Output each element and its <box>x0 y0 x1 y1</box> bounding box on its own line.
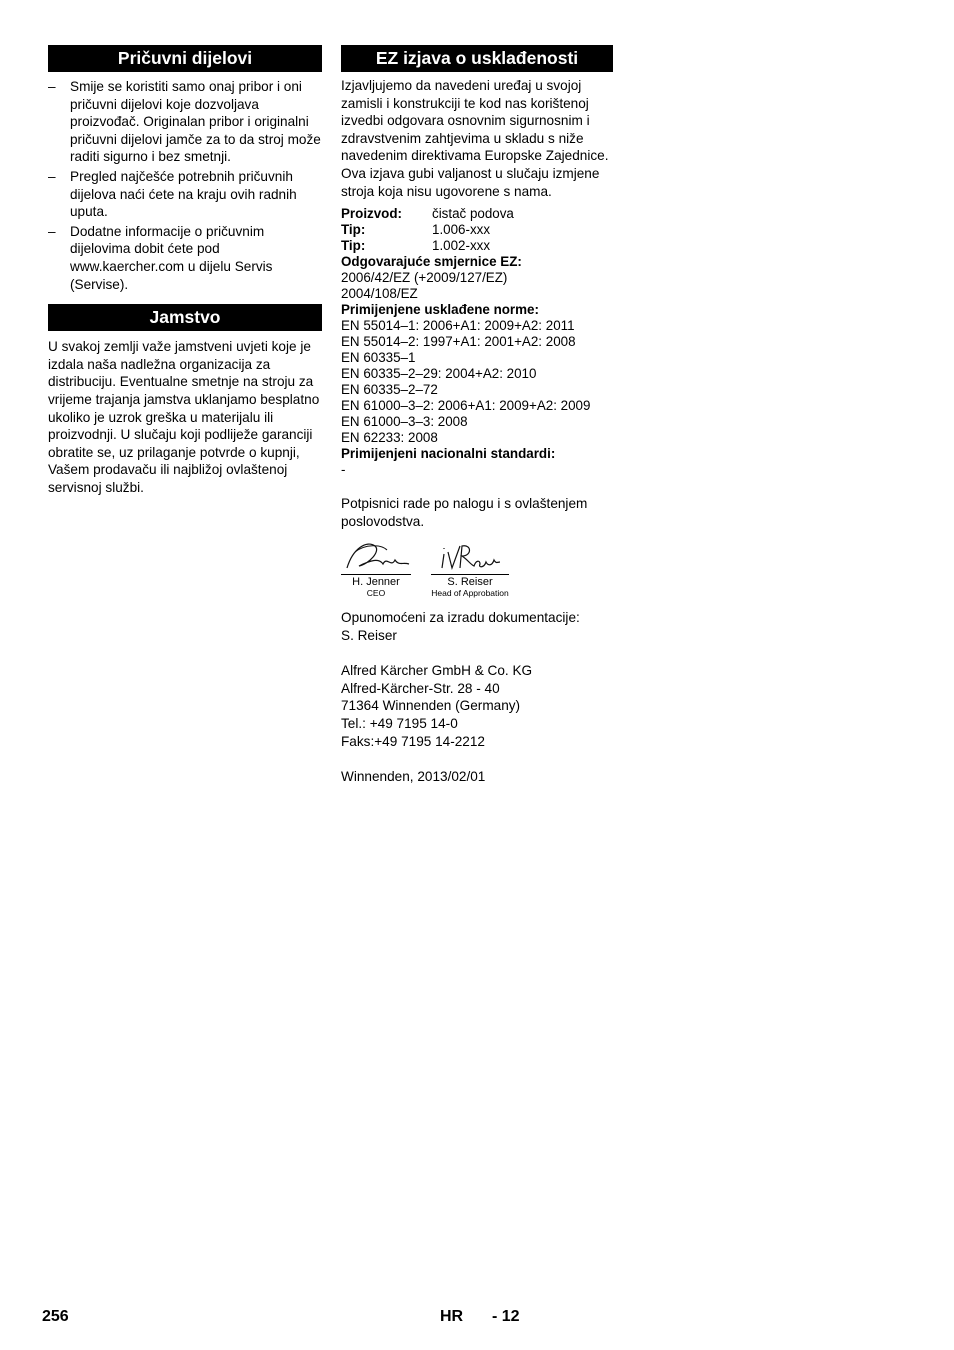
address-line: Faks:+49 7195 14-2212 <box>341 733 485 749</box>
spare-parts-list <box>48 78 322 293</box>
authorized-label: Opunomoćeni za izradu dokumentacije: <box>341 610 580 626</box>
directive-item: 2004/108/EZ <box>341 286 418 302</box>
company-address <box>341 662 613 750</box>
signatory-name: S. Reiser <box>431 574 509 588</box>
signatories-text: Potpisnici rade po nalogu i s ovlaštenjem poslovodstva. <box>341 496 588 529</box>
dash-bullet: – <box>48 79 56 94</box>
norm-item: EN 55014–1: 2006+A1: 2009+A2: 2011 <box>341 318 575 334</box>
sub-page-number: - 12 <box>492 1308 520 1325</box>
national-standards-value: - <box>341 462 346 478</box>
signature-reiser <box>431 538 509 599</box>
signatures <box>341 538 613 602</box>
norm-item: EN 61000–3–3: 2008 <box>341 414 468 430</box>
type-label: Tip: <box>341 222 366 238</box>
type-label: Tip: <box>341 238 366 254</box>
page-number: 256 <box>42 1308 69 1325</box>
place-date: Winnenden, 2013/02/01 <box>341 768 486 784</box>
list-item-text: Smije se koristiti samo onaj pribor i oni pričuvni dijelovi koje dozvoljava proizvođač. Originalan pribor i originalni pričuvni dijelovi jamče za to da stroj može raditi sigurno i bez smetnji. <box>70 79 321 165</box>
dash-bullet: – <box>48 168 56 184</box>
left-column <box>48 45 322 496</box>
norm-item: EN 61000–3–2: 2006+A1: 2009+A2: 2009 <box>341 398 591 414</box>
norm-item: EN 60335–1 <box>341 350 416 366</box>
declaration-heading: EZ izjava o usklađenosti <box>341 45 613 72</box>
product-value: čistač podova <box>432 206 514 222</box>
product-row <box>341 206 613 222</box>
norms-label: Primijenjene usklađene norme: <box>341 302 539 318</box>
directive-item: 2006/42/EZ (+2009/127/EZ) <box>341 270 508 286</box>
address-line: Alfred-Kärcher-Str. 28 - 40 <box>341 680 500 696</box>
right-column <box>341 45 613 785</box>
handwritten-signature-icon <box>341 538 411 574</box>
signatory-name: H. Jenner <box>341 574 411 588</box>
list-item <box>48 168 322 221</box>
declaration-intro: Izjavljujemo da navedeni uređaj u svojoj zamisli i konstrukciji te kod nas korištenoj izvedbi odgovara osnovnim sigurnosnim i zdravstvenim zahtjevima u skladu s niže navedenim direktivama Europske Zajednice. Ova izjava gubi valjanost u slučaju izmjene stroja koja nisu ugovorene s nama. <box>341 78 609 199</box>
declaration-details <box>341 206 613 478</box>
handwritten-signature-icon <box>438 538 502 574</box>
type-row <box>341 222 613 238</box>
dash-bullet: – <box>48 223 56 239</box>
signatory-role: Head of Approbation <box>431 588 509 599</box>
directives-label: Odgovarajuće smjernice EZ: <box>341 254 522 270</box>
spare-parts-heading: Pričuvni dijelovi <box>48 45 322 72</box>
norm-item: EN 60335–2–72 <box>341 382 438 398</box>
address-line: Alfred Kärcher GmbH & Co. KG <box>341 663 533 679</box>
product-label: Proizvod: <box>341 206 403 222</box>
authorized-name: S. Reiser <box>341 627 397 643</box>
address-line: Tel.: +49 7195 14-0 <box>341 715 458 731</box>
list-item-text: Pregled najčešće potrebnih pričuvnih dijelova naći ćete na kraju ovih radnih uputa. <box>70 168 297 220</box>
norm-item: EN 62233: 2008 <box>341 430 438 446</box>
address-line: 71364 Winnenden (Germany) <box>341 698 521 714</box>
type-row <box>341 238 613 254</box>
list-item <box>48 78 322 166</box>
authorized-block <box>341 609 613 644</box>
norm-item: EN 60335–2–29: 2004+A2: 2010 <box>341 366 537 382</box>
type-value: 1.002-xxx <box>432 238 491 254</box>
national-standards-label: Primijenjeni nacionalni standardi: <box>341 446 556 462</box>
signature-jenner <box>341 538 411 599</box>
norm-item: EN 55014–2: 1997+A1: 2001+A2: 2008 <box>341 334 576 350</box>
type-value: 1.006-xxx <box>432 222 491 238</box>
signatory-role: CEO <box>366 588 386 599</box>
list-item-text: Dodatne informacije o pričuvnim dijelovima dobit ćete pod www.kaercher.com u dijelu Servis (Servise). <box>70 223 273 292</box>
language-code: HR <box>440 1308 464 1325</box>
warranty-text: U svakoj zemlji važe jamstveni uvjeti koje je izdala naša nadležna organizacija za distribuciju. Eventualne smetnje na stroju za vrijeme trajanja jamstva uklanjamo besplatno ukoliko je uzrok greška u materijalu ili proizvodnji. U slučaju koji podliježe garanciji obratite se, uz prilaganje potvrde o kupnji, Vašem prodavaču ili najbližoj ovlaštenoj servisnoj službi. <box>48 339 320 495</box>
list-item <box>48 223 322 293</box>
warranty-heading: Jamstvo <box>48 304 322 331</box>
